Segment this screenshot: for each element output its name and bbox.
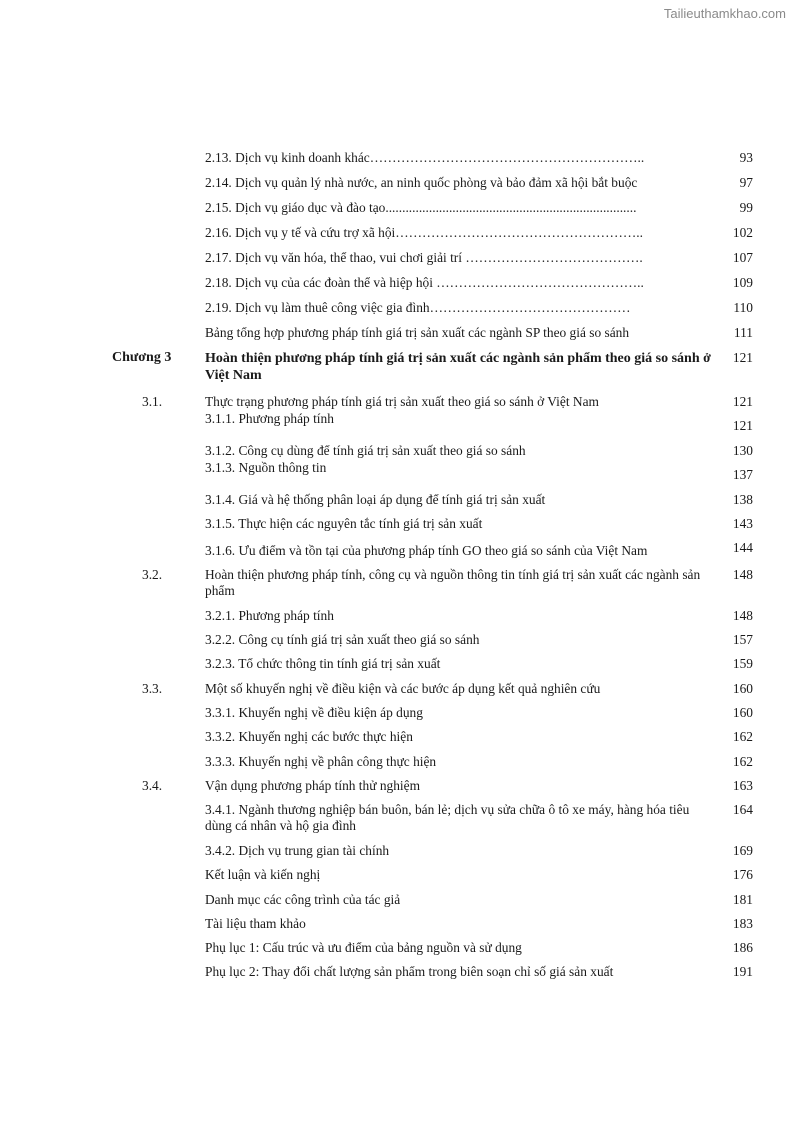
- section-3-2-3-title: 3.2.3. Tổ chức thông tin tính giá trị sản xuất: [205, 656, 441, 671]
- section-3-3-3-page: 162: [732, 754, 753, 769]
- section-3-1-2-title: 3.1.2. Công cụ dùng để tính giá trị sản xuất theo giá so sánh: [205, 443, 526, 458]
- section-3-3-label: 3.3.: [142, 681, 163, 696]
- section-3-3-2-page: 162: [732, 729, 753, 744]
- section-3-2-title: Hoàn thiện phương pháp tính, công cụ và nguồn thông tin tính giá trị sản xuất các ngành sản phẩm: [205, 567, 701, 598]
- section-3-3-2-title: 3.3.2. Khuyến nghị các bước thực hiện: [205, 729, 413, 744]
- section-3-1-6-title: 3.1.6. Ưu điểm và tồn tại của phương pháp tính GO theo giá so sánh của Việt Nam: [205, 543, 648, 558]
- toc-entry-2-14-title: 2.14. Dịch vụ quản lý nhà nước, an ninh quốc phòng và bảo đảm xã hội bắt buộc: [205, 175, 638, 190]
- toc-entry-2-17-page: 107: [732, 250, 753, 265]
- toc-conclusion-title: Kết luận và kiến nghị: [205, 867, 321, 882]
- toc-works-title: Danh mục các công trình của tác giả: [205, 892, 401, 907]
- section-3-2-page: 148: [732, 567, 753, 582]
- chapter-3-label: Chương 3: [112, 350, 172, 365]
- section-3-1-4-title: 3.1.4. Giá và hệ thống phân loại áp dụng để tính giá trị sản xuất: [205, 492, 546, 507]
- section-3-1-5-title: 3.1.5. Thực hiện các nguyên tắc tính giá trị sản xuất: [205, 516, 483, 531]
- toc-entry-2-19-title: 2.19. Dịch vụ làm thuê công việc gia đình………………………………………: [205, 300, 631, 315]
- toc-appendix-2-title: Phụ lục 2: Thay đổi chất lượng sản phẩm trong biên soạn chỉ số giá sản xuất: [205, 964, 614, 979]
- watermark: Tailieuthamkhao.com: [663, 6, 786, 21]
- chapter-3-page: 121: [732, 350, 753, 365]
- toc-entry-2-16-title: 2.16. Dịch vụ y tế và cứu trợ xã hội………………………………………………..: [205, 225, 643, 240]
- section-3-4-page: 163: [732, 778, 753, 793]
- section-3-1-label: 3.1.: [142, 394, 163, 409]
- section-3-3-page: 160: [732, 681, 753, 696]
- section-3-3-title: Một số khuyến nghị về điều kiện và các bước áp dụng kết quả nghiên cứu: [205, 681, 601, 696]
- section-3-1-3-title: 3.1.3. Nguồn thông tin: [205, 460, 327, 475]
- toc-entry-summary-page: 111: [733, 325, 753, 340]
- section-3-1-1-page: 121: [732, 418, 753, 433]
- section-3-2-2-title: 3.2.2. Công cụ tính giá trị sản xuất theo giá so sánh: [205, 632, 480, 647]
- toc-entry-2-16-page: 102: [732, 225, 753, 240]
- section-3-1-page: 121: [732, 394, 753, 409]
- toc-entry-2-15-page: 99: [739, 200, 753, 215]
- toc-references-title: Tài liệu tham khảo: [205, 916, 306, 931]
- section-3-3-1-title: 3.3.1. Khuyến nghị về điều kiện áp dụng: [205, 705, 423, 720]
- chapter-3-title: Hoàn thiện phương pháp tính giá trị sản xuất các ngành sản phẩm theo giá so sánh ở Việt Nam: [205, 351, 711, 383]
- toc-entry-2-17-title: 2.17. Dịch vụ văn hóa, thể thao, vui chơi giải trí ………………………………….: [205, 250, 643, 265]
- toc-entry-2-18-title: 2.18. Dịch vụ của các đoàn thể và hiệp hội ………………………………………..: [205, 275, 644, 290]
- toc-entry-2-13-page: 93: [739, 150, 753, 165]
- section-3-1-5-page: 143: [732, 516, 753, 531]
- toc-entry-2-13-title: 2.13. Dịch vụ kinh doanh khác……………………………………………………..: [205, 150, 645, 165]
- section-3-2-3-page: 159: [732, 656, 753, 671]
- section-3-4-1-page: 164: [732, 802, 753, 817]
- section-3-1-6-page: 144: [732, 540, 753, 555]
- toc-entry-summary-title: Bảng tổng hợp phương pháp tính giá trị sản xuất các ngành SP theo giá so sánh: [205, 325, 630, 340]
- toc-works-page: 181: [732, 892, 753, 907]
- toc-entry-2-15-title: 2.15. Dịch vụ giáo dục và đào tạo...........................................................................: [205, 200, 637, 215]
- toc-appendix-2-page: 191: [732, 964, 753, 979]
- section-3-4-2-title: 3.4.2. Dịch vụ trung gian tài chính: [205, 843, 390, 858]
- section-3-1-1-title: 3.1.1. Phương pháp tính: [205, 411, 334, 426]
- section-3-1-title: Thực trạng phương pháp tính giá trị sản xuất theo giá so sánh ở Việt Nam: [205, 394, 599, 409]
- section-3-1-3-page: 137: [732, 467, 753, 482]
- section-3-4-1-title: 3.4.1. Ngành thương nghiệp bán buôn, bán lẻ; dịch vụ sửa chữa ô tô xe máy, hàng hóa tiêu dùng cá nhân và hộ gia đình: [205, 802, 690, 833]
- toc-appendix-1-page: 186: [732, 940, 753, 955]
- section-3-2-2-page: 157: [732, 632, 753, 647]
- section-3-2-label: 3.2.: [142, 567, 163, 582]
- toc-references-page: 183: [732, 916, 753, 931]
- toc-conclusion-page: 176: [732, 867, 753, 882]
- section-3-1-4-page: 138: [732, 492, 753, 507]
- section-3-4-label: 3.4.: [142, 778, 163, 793]
- toc-entry-2-14-page: 97: [739, 175, 753, 190]
- section-3-3-3-title: 3.3.3. Khuyến nghị về phân công thực hiện: [205, 754, 437, 769]
- section-3-1-2-page: 130: [732, 443, 753, 458]
- section-3-3-1-page: 160: [732, 705, 753, 720]
- section-3-2-1-page: 148: [732, 608, 753, 623]
- section-3-4-2-page: 169: [732, 843, 753, 858]
- section-3-4-title: Vận dụng phương pháp tính thử nghiệm: [205, 778, 420, 793]
- toc-entry-2-18-page: 109: [732, 275, 753, 290]
- toc-entry-2-19-page: 110: [733, 300, 753, 315]
- toc-appendix-1-title: Phụ lục 1: Cấu trúc và ưu điểm của bảng nguồn và sử dụng: [205, 940, 522, 955]
- section-3-2-1-title: 3.2.1. Phương pháp tính: [205, 608, 334, 623]
